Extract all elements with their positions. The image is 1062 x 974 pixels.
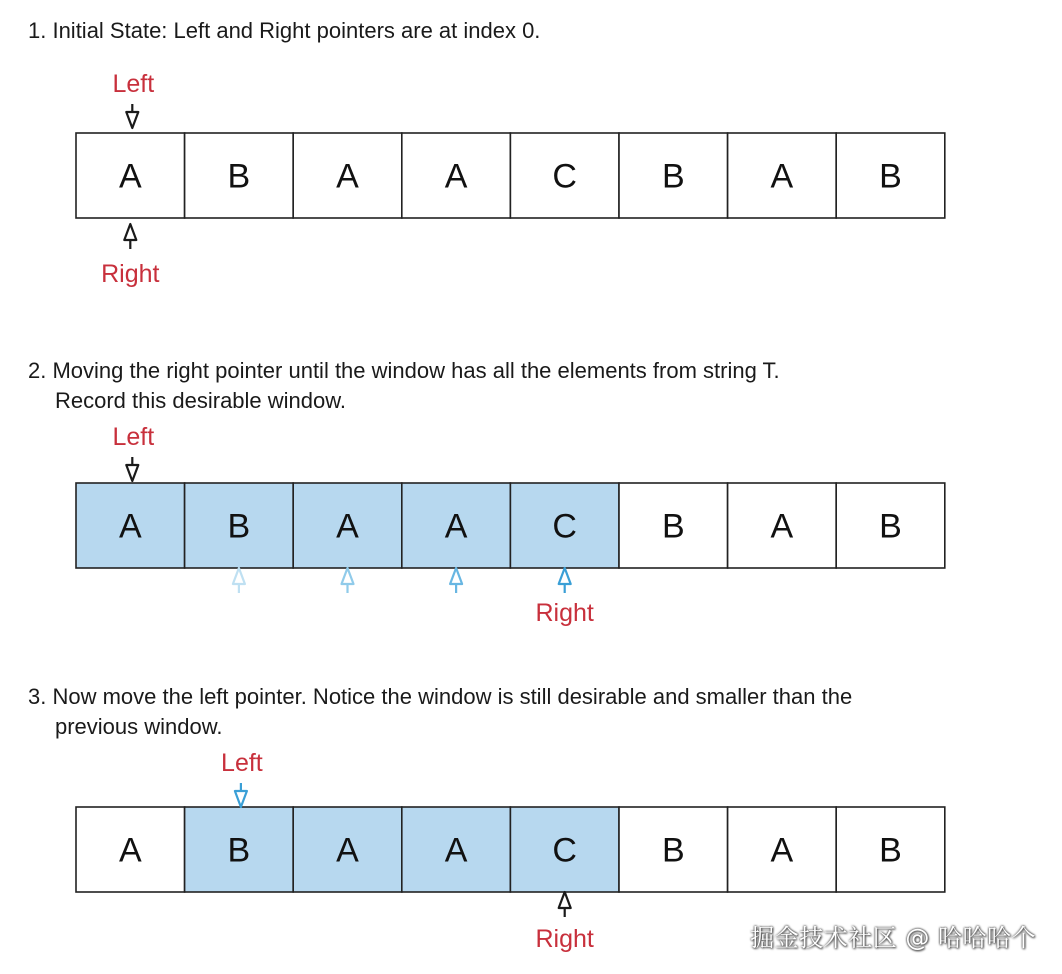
cell-letter: A [118,157,142,196]
cell-letter: A [118,507,142,546]
left-pointer-arrow-icon [126,457,138,481]
left-pointer-label: Left [221,749,263,777]
step-caption: previous window. [55,714,223,739]
step-1 [28,18,945,288]
cell-letter: A [444,157,468,196]
cell-letter: A [444,831,468,870]
right-pointer-arrow-icon [559,892,571,917]
cell-letter: B [879,507,902,546]
cell-letter: B [879,157,902,196]
cell-letter: C [552,507,577,546]
trail-pointer-arrow-icon [233,568,245,593]
right-pointer-label: Right [101,260,160,288]
trail-pointer-arrow-icon [342,568,354,593]
right-pointer-label: Right [535,599,594,627]
right-pointer-arrow-icon [124,224,136,249]
array-row [76,807,945,892]
right-pointer-label: Right [535,925,594,953]
cell-letter: C [552,157,577,196]
cell-letter: B [227,831,251,870]
left-pointer-arrow-icon [126,104,138,128]
cell-letter: A [118,831,142,870]
step-caption: 3. Now move the left pointer. Notice the window is still desirable and smaller than the [28,684,853,709]
step-caption: 2. Moving the right pointer until the window has all the elements from string T. [28,358,780,383]
cell-letter: B [227,157,251,196]
cell-letter: B [879,831,902,870]
left-pointer-arrow-icon [235,783,247,807]
cell-letter: C [552,831,577,870]
step-caption: 1. Initial State: Left and Right pointers are at index 0. [28,18,541,43]
cell-letter: A [770,507,794,546]
trail-pointer-arrow-icon [450,568,462,593]
watermark: 掘金技术社区 @ 哈哈哈个 [750,924,1036,952]
array-row [76,483,945,568]
cell-letter: A [770,157,794,196]
cell-letter: B [227,507,251,546]
cell-letter: B [661,157,685,196]
right-pointer-arrow-icon [559,568,571,593]
cell-letter: A [444,507,468,546]
step-2 [28,358,945,627]
cell-letter: A [336,831,359,870]
array-row [76,133,945,218]
step-3 [28,684,945,953]
cell-letter: B [661,507,685,546]
cell-letter: A [770,831,794,870]
step-caption: Record this desirable window. [55,388,347,413]
cell-letter: A [336,157,359,196]
left-pointer-label: Left [112,70,155,98]
left-pointer-label: Left [112,423,155,451]
cell-letter: A [336,507,359,546]
cell-letter: B [661,831,685,870]
